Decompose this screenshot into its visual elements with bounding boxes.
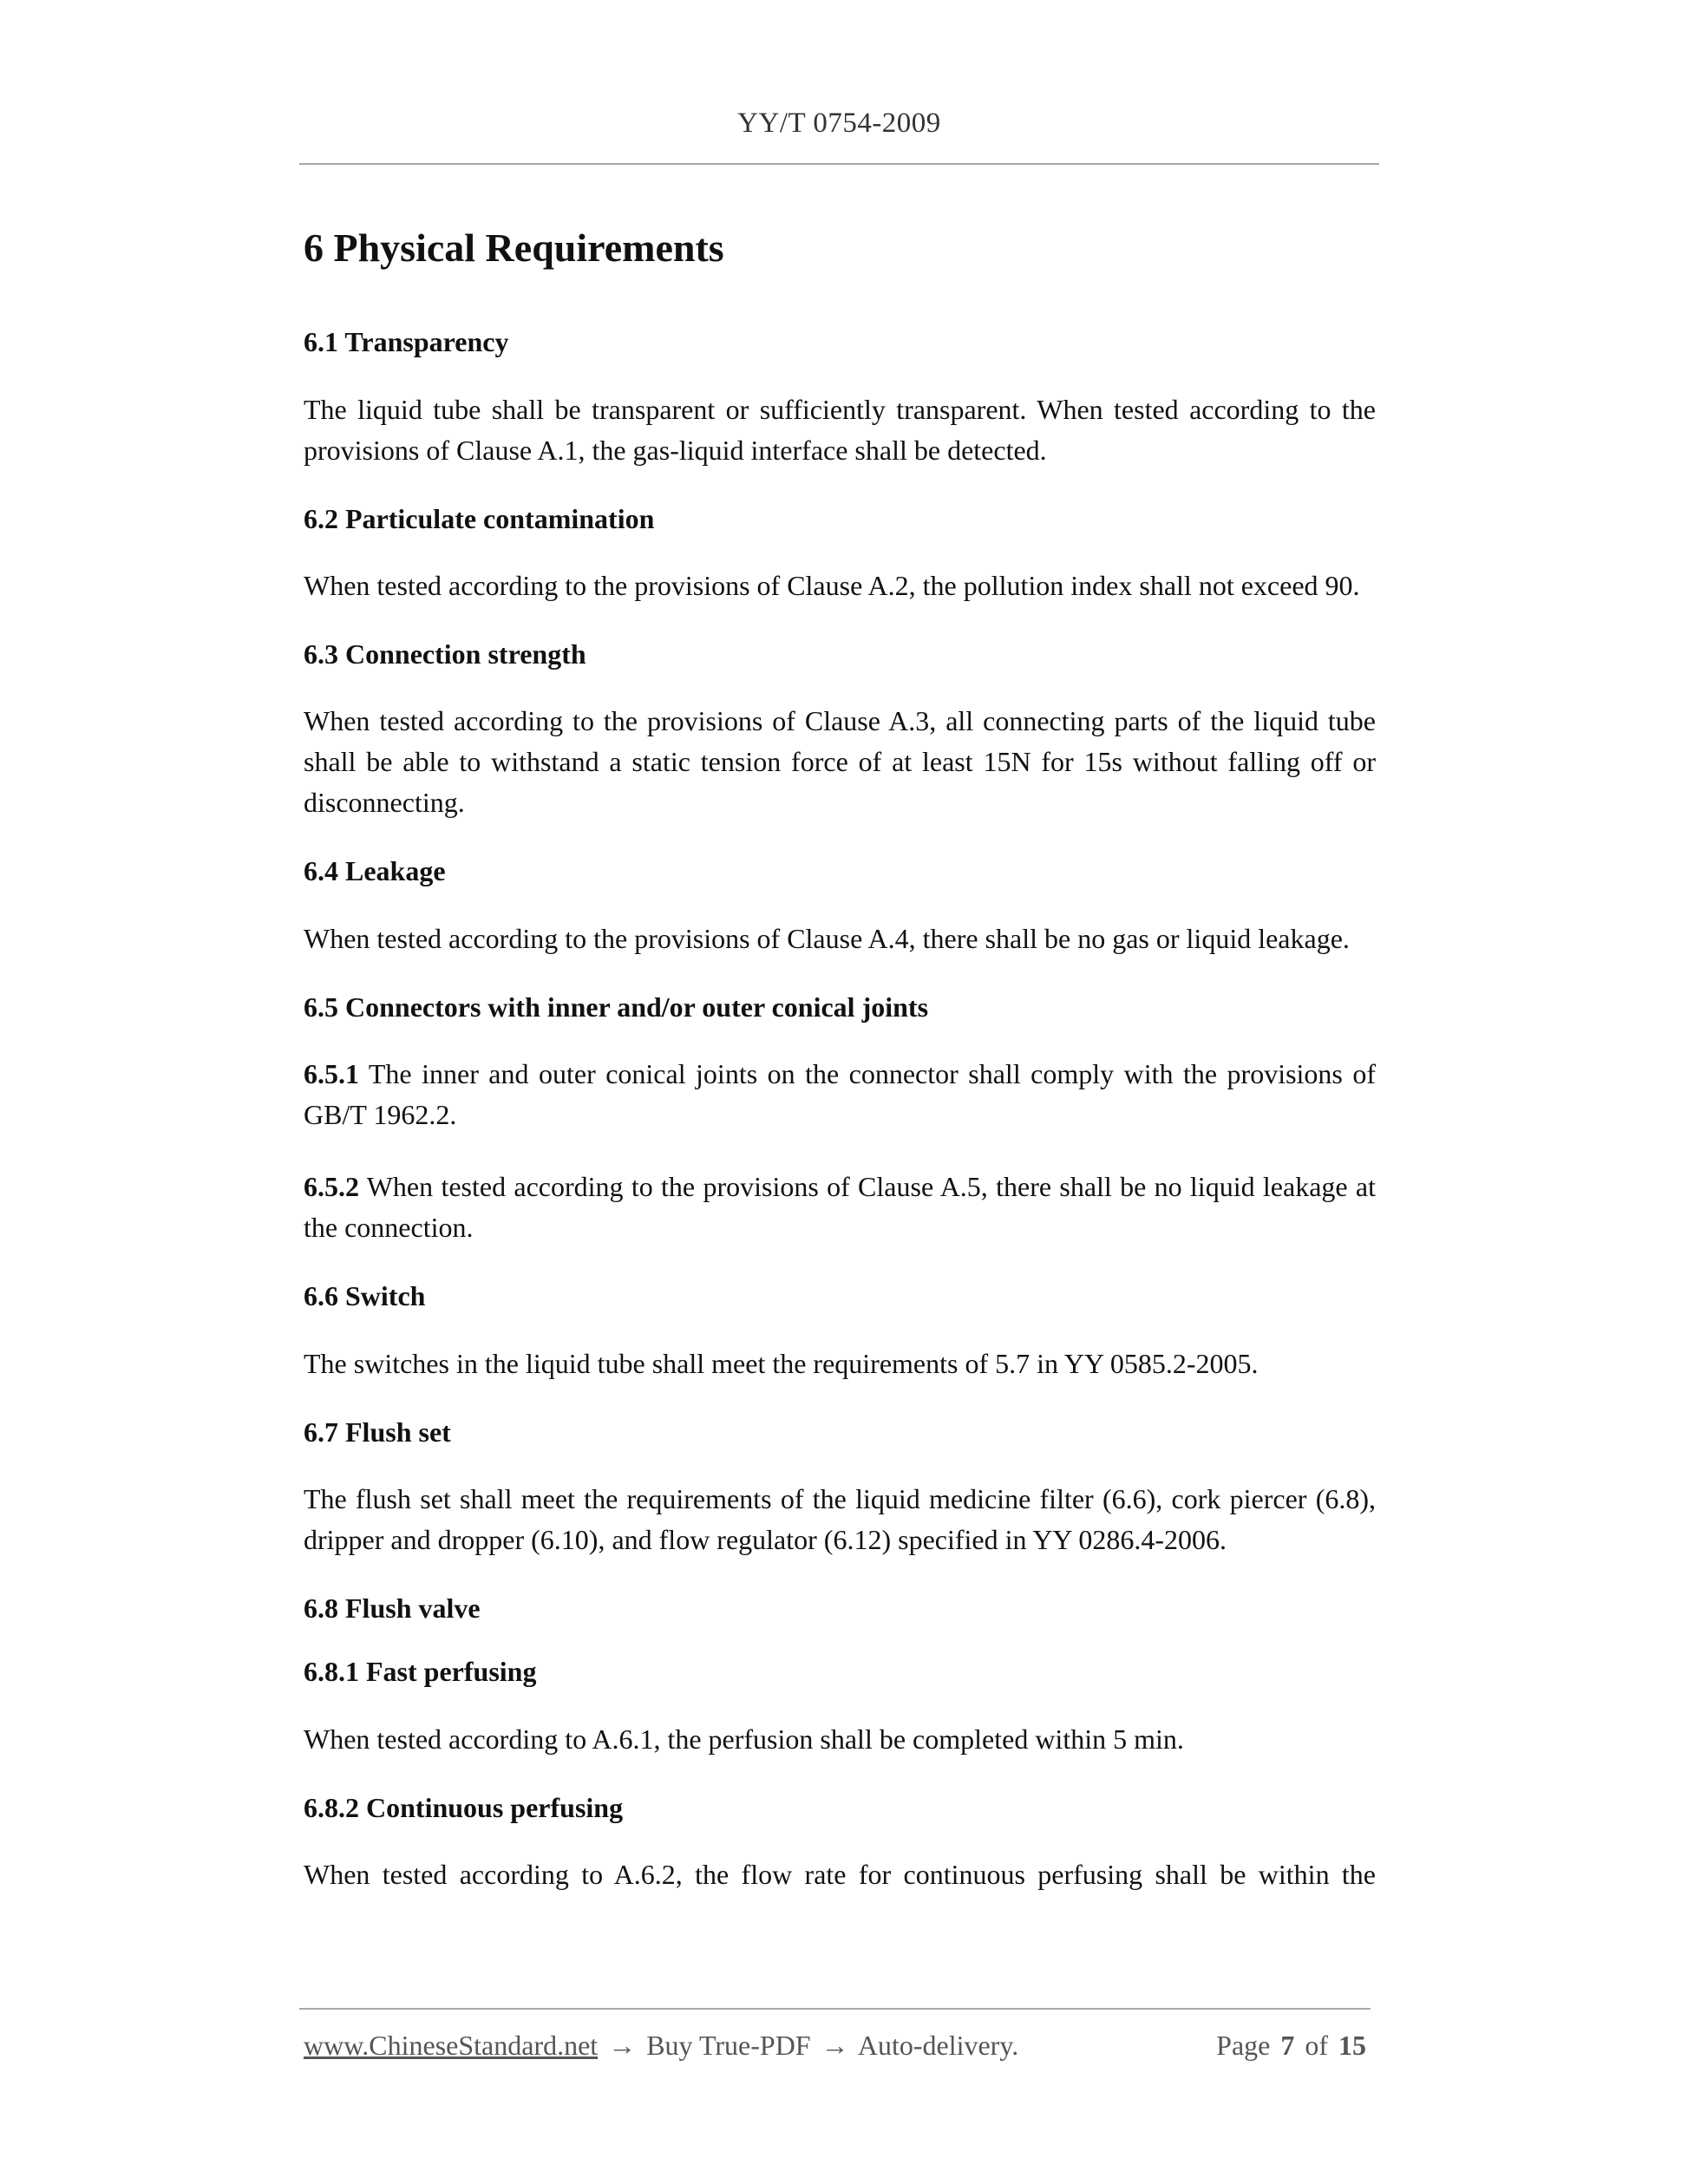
clause-number-6-5-2: 6.5.2 <box>304 1171 359 1203</box>
clause-text-6-5-1: The inner and outer conical joints on the connector shall comply with the provisions of GB/T 1962.2. <box>304 1058 1376 1131</box>
arrow-right-icon: → <box>821 2030 849 2061</box>
page-number <box>1216 2030 1366 2062</box>
paragraph-6-2: When tested according to the provisions of Clause A.2, the pollution index shall not exceed 90. <box>304 569 1360 601</box>
paragraph-6-5-1 <box>304 1054 1376 1135</box>
page-total: 15 <box>1338 2030 1366 2061</box>
clause-text-6-5-2: When tested according to the provisions of Clause A.5, there shall be no liquid leakage at the connection. <box>304 1171 1376 1244</box>
footer-divider <box>299 2008 1371 2010</box>
subsection-title-6-5: 6.5 Connectors with inner and/or outer conical joints <box>304 991 929 1023</box>
page-current: 7 <box>1280 2030 1295 2061</box>
website-link[interactable]: www.ChineseStandard.net <box>304 2030 599 2061</box>
buy-pdf-text: Buy True-PDF <box>646 2030 811 2061</box>
paragraph-6-8-2: When tested according to A.6.2, the flow rate for continuous perfusing shall be within the <box>304 1859 1376 1891</box>
paragraph-6-5-2 <box>304 1167 1376 1248</box>
page-body <box>304 224 1376 1926</box>
paragraph-6-4: When tested according to the provisions of Clause A.4, there shall be no gas or liquid leakage. <box>304 922 1350 954</box>
subsection-title-6-4: 6.4 Leakage <box>304 855 446 887</box>
paragraph-6-8-1: When tested according to A.6.1, the perfusion shall be completed within 5 min. <box>304 1723 1184 1755</box>
subsection-title-6-8-2: 6.8.2 Continuous perfusing <box>304 1791 624 1823</box>
subsection-title-6-8: 6.8 Flush valve <box>304 1592 481 1624</box>
clause-number-6-5-1: 6.5.1 <box>304 1058 359 1090</box>
subsection-title-6-6: 6.6 Switch <box>304 1280 426 1312</box>
subsection-title-6-1: 6.1 Transparency <box>304 326 509 358</box>
paragraph-6-3: When tested according to the provisions of Clause A.3, all connecting parts of the liquid tube shall be able to withstand a static tension force of at least 15N for 15s without falling off or disconnecting. <box>304 705 1376 819</box>
page-label: Page <box>1216 2030 1271 2061</box>
section-title: 6 Physical Requirements <box>304 226 724 270</box>
footer-promo <box>304 2030 1018 2062</box>
arrow-right-icon: → <box>608 2030 637 2061</box>
auto-delivery-text: Auto-delivery. <box>857 2030 1019 2061</box>
subsection-title-6-3: 6.3 Connection strength <box>304 638 586 670</box>
header-divider <box>299 163 1379 165</box>
subsection-title-6-2: 6.2 Particulate contamination <box>304 502 655 534</box>
paragraph-6-7: The flush set shall meet the requirements of the liquid medicine filter (6.6), cork piercer (6.8), dripper and dropper (6.10), and flow regulator (6.12) specified in YY 0286.4-2006. <box>304 1482 1376 1555</box>
subsection-title-6-7: 6.7 Flush set <box>304 1416 451 1448</box>
of-label: of <box>1305 2030 1328 2061</box>
paragraph-6-1: The liquid tube shall be transparent or sufficiently transparent. When tested according to the provisions of Clause A.1, the gas-liquid interface shall be detected. <box>304 393 1376 466</box>
subsection-title-6-8-1: 6.8.1 Fast perfusing <box>304 1656 537 1688</box>
document-code-header: YY/T 0754-2009 <box>737 108 941 139</box>
paragraph-6-6: The switches in the liquid tube shall meet the requirements of 5.7 in YY 0585.2-2005. <box>304 1347 1259 1379</box>
